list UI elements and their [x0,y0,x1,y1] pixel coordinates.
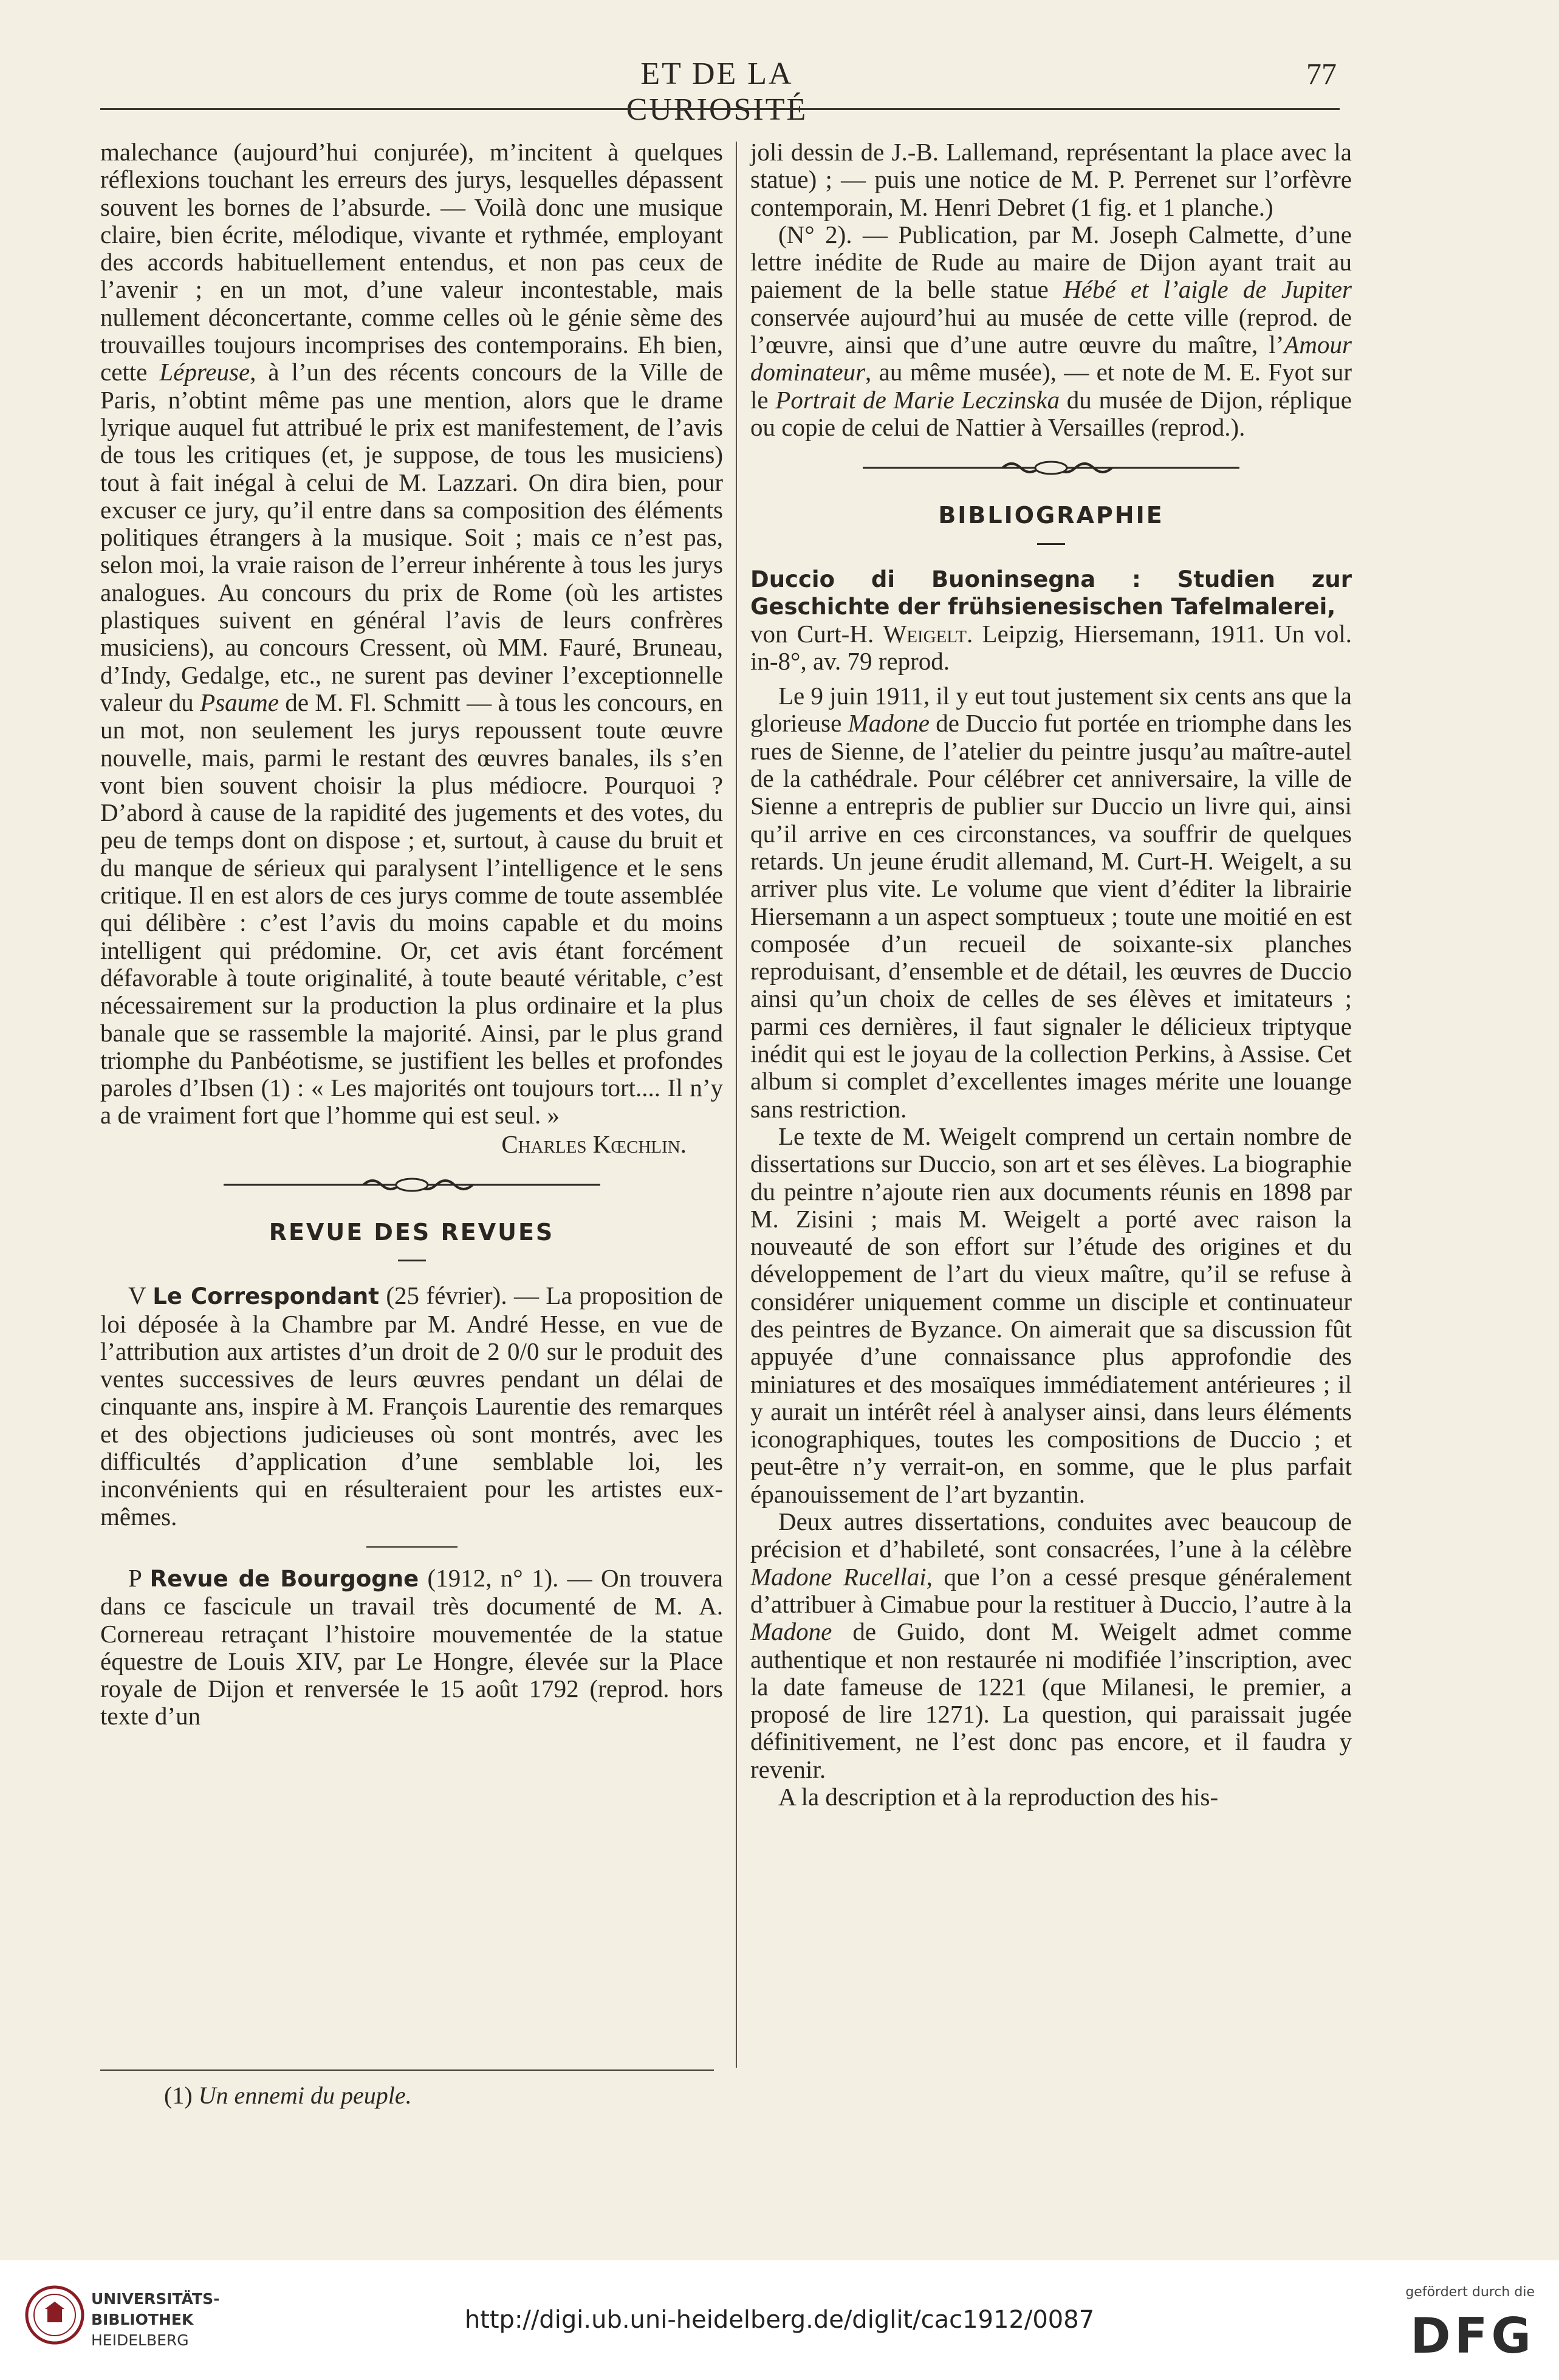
article-continuation [100,139,723,1130]
book-author: Weigelt [883,619,967,648]
paragraph [750,221,1352,441]
work-title: Madone Rucellai [750,1562,927,1591]
text-run: malechance (aujourd’hui conjurée), m’incitent à quelques réflexions touchant les erreurs des jurys, lesquelles dépassent souvent les bornes de l’absurde. — Voilà donc une musique claire, bien écrite, mélodique, vivante et rythmée, employant des accords habituellement entendus, et non pas ceux de l’avenir ; en un mot, d’une valeur incontestable, mais nullement déconcertante, comme celles où le génie sème des trouvailles toujours incomprises des contemporains. Eh bien, cette [100,138,723,386]
journal-title: Le Correspondant [152,1283,379,1310]
digitization-footer [0,2260,1559,2380]
footnote-rule [100,2070,714,2071]
text-run: (1912, n° 1). — On trouvera dans ce fascicule un travail très documenté de M. A. Cornereau retraçant l’histoire mouvementée de la statue équestre de Louis XIV, par Le Hongre, élevée sur la Place royale de Dijon et renversée le 15 août 1792 (reprod. hors texte d’un [100,1563,724,1730]
ornamental-divider [100,1173,723,1209]
text-run: . Leipzig, Hiersemann, 1911. Un vol. in-8°, av. 79 reprod. [750,619,1352,675]
text-run: , que l’on a cessé presque généralement d’attribuer à Cimabue pour la restituer à Duccio, l’autre à la [750,1562,1352,1618]
dfg-logo: DFG [1410,2308,1535,2364]
review-entry-correspondant [100,1282,723,1531]
text-run: (N° 2). — Publication, par M. Joseph Calmette, d’une lettre inédite de Rude au maire de Dijon ayant trait au paiement de la belle statue [750,220,1352,304]
paragraph [750,682,1352,1123]
work-title: Hébé et l’aigle de Jupiter [1063,275,1352,304]
text-run: conservée aujourd’hui au musée de cette ville (reprod. de l’œuvre, ainsi que d’une autre œuvre du maître, l’ [750,303,1352,359]
institution-line: HEIDELBERG [91,2331,189,2349]
column-divider [736,142,737,2068]
ornament-icon [224,1173,600,1197]
book-title: Duccio di Buoninsegna : Studien zur Geschichte der frühsienesischen Tafelmalerei, [750,566,1352,620]
ornament-icon [863,456,1239,480]
text-run: du musée de Dijon, réplique ou copie de celui de Nattier à Versailles (reprod.). [750,385,1352,441]
paragraph: Le texte de M. Weigelt comprend un certain nombre de dissertations sur Duccio, son art et ses élèves. La biographie du peintre n’ajoute rien aux documents réunis en 1898 par M. Zisini ; mais M. Weigelt a porté avec raison la nouveauté de son effort sur l’étude des origines et du développement de l’art du vieux maître, qu’il se refuse à considérer uniquement comme un disciple et continuateur des peintres de Byzance. On aimerait que sa discussion fût appuyée d’une connaissance plus approfondie des miniatures et des mosaïques immédiatement antérieures ; il y aurait un intérêt réel à analyser ainsi, dans leurs éléments iconographiques, toutes les compositions de Duccio ; et peut-être n’y verrait-on, en somme, que le plus parfait épanouissement de l’art byzantin. [750,1122,1352,1508]
work-title: Portrait de Marie Leczinska [775,385,1060,414]
work-title: Madone [848,709,930,738]
paragraph [750,1508,1352,1783]
section-title-bibliographie: BIBLIOGRAPHIE [938,502,1164,529]
paragraph: A la description et à la reproduction des his- [778,1783,1219,1811]
work-title: Psaume [200,688,279,716]
text-run: von Curt-H. [750,619,883,648]
work-title: Madone [750,1617,832,1646]
entry-marker: P [128,1563,150,1592]
text-run: Deux autres dissertations, conduites avec beaucoup de précision et d’habileté, sont consacrées, l’une à la célèbre [750,1507,1352,1563]
entry-separator [366,1546,457,1548]
author-signature [100,1131,723,1158]
signature-text: Charles Kœchlin. [501,1130,687,1158]
ornamental-divider [750,456,1352,492]
text-run: Le 9 juin 1911, il y eut tout justement six cents ans que la glorieuse [750,682,1352,738]
institution-line: BIBLIOTHEK [91,2311,194,2328]
footnote [164,2081,412,2110]
review-entry-bourgogne [100,1565,723,1730]
header-rule [100,108,1340,110]
permalink-url[interactable]: http://digi.ub.uni-heidelberg.de/diglit/cac1912/0087 [464,2306,1095,2334]
paragraph: joli dessin de J.-B. Lallemand, représentant la place avec la statue) ; — puis une notice de M. P. Perrenet sur l’orfèvre contemporain, M. Henri Debret (1 fig. et 1 planche.) [750,138,1352,221]
section-dash [1037,543,1065,545]
right-column [750,139,1352,1811]
text-run: de Guido, dont M. Weigelt admet comme authentique et non restaurée ni modifiée l’inscription, avec la date fameuse de 1221 (que Milanesi, le premier, a proposé de lire 1271). La question, qui paraissait jugée définitivement, ne l’est donc pas encore, et il faudra y revenir. [750,1617,1352,1783]
work-title: Amour dominateur [750,331,1352,386]
page-number: 77 [1306,57,1337,91]
running-title: ET DE LA CURIOSITÉ [626,57,808,127]
journal-title: Revue de Bourgogne [149,1565,419,1592]
work-title: Lépreuse [159,358,250,386]
text-run: de M. Fl. Schmitt — à tous les concours, en un mot, non seulement les jurys repoussent toute œuvre nouvelle, mais, parmi le restant des œuvres banales, ils s’en vont bien souvent choisir la plus médiocre. Pourquoi ? D’abord à cause de la rapidité des jugements et des votes, du peu de temps dont on dispose ; et, surtout, à cause du bruit et du manque de sérieux qui paralysent l’intelligence et le sens critique. Il en est alors de ces jurys comme de toute assemblée qui délibère : c’est l’avis du moins capable et du moins intelligent qui prédomine. Or, cet avis étant forcément défavorable à toute originalité, à toute beauté véritable, c’est nécessairement sur la production la plus ordinaire et la plus banale que se rassemble la majorité. Ainsi, par le plus grand triomphe du Panbéotisme, se justifient les belles et profondes paroles d’Ibsen (1) : « Les majorités ont toujours tort.... Il n’y a de vraiment fort que l’homme qui est seul. » [100,688,723,1130]
section-title-revues: REVUE DES REVUES [269,1218,555,1246]
text-run: de Duccio fut portée en triomphe dans les rues de Sienne, de l’atelier du peintre jusqu’au maître-autel de la cathédrale. Pour célébrer cet anniversaire, la ville de Sienne a entrepris de publier sur Duccio un livre qui, ainsi qu’il arrive en ces circonstances, va souffrir de quelques retards. Un jeune érudit allemand, M. Curt-H. Weigelt, a su arriver plus vite. Le volume que vient d’éditer la librairie Hiersemann a un aspect somptueux ; toute une moitié en est composée d’un recueil de soixante-six planches reproduisant, d’ensemble et de détail, les œuvres de Duccio ainsi qu’un choix de celles de ses élèves et imitateurs ; parmi ces dernières, il faut signaler le délicieux triptyque inédit qui est le joyau de la collection Perkins, à Assise. Cet album si complet d’excellentes images mérite une louange sans restriction. [750,709,1352,1123]
text-run: (25 février). — La proposition de loi déposée à la Chambre par M. André Hesse, en vue de l’attribution aux artistes d’un droit de 2 0/0 sur le produit des ventes successives de leurs œuvres pendant un délai de cinquante ans, inspire à M. François Laurentie des remarques et des objections judicieuses où sont montrés, avec les difficultés d’application d’une semblable loi, les inconvénients qui en résulteraient pour les artistes eux-mêmes. [100,1281,723,1531]
entry-marker: V [128,1281,153,1310]
funder-label: gefördert durch die [1405,2285,1535,2300]
institution-line: UNIVERSITÄTS- [91,2290,220,2308]
left-column [100,139,723,1730]
book-meta [750,620,1352,676]
footnote-text: Un ennemi du peuple. [198,2082,412,2109]
section-dash [398,1260,426,1261]
running-head [0,56,1559,127]
text-run: , au même musée), — et note de M. E. Fyot sur le [750,358,1352,414]
text-run: , à l’un des récents concours de la Ville de Paris, n’obtint même pas une mention, alors que le drame lyrique auquel fut attribué le prix est manifestement, de l’avis de tous les critiques (et, je suppose, de tous les musiciens) tout à fait inégal à celui de M. Lazzari. On dira bien, pour excuser ce jury, qu’il entre dans sa composition des éléments politiques étrangers à la musique. Soit ; mais ce n’est pas, selon moi, la vraie raison de l’erreur inhérente à tous les jurys analogues. Au concours du prix de Rome (où les artistes plastiques suivent en général l’avis de leurs confrères musiciens), au concours Cressent, où MM. Fauré, Bruneau, d’Indy, Gedalge, etc., ne surent pas deviner l’exceptionnelle valeur du [100,358,723,716]
footnote-number: (1) [164,2082,199,2109]
